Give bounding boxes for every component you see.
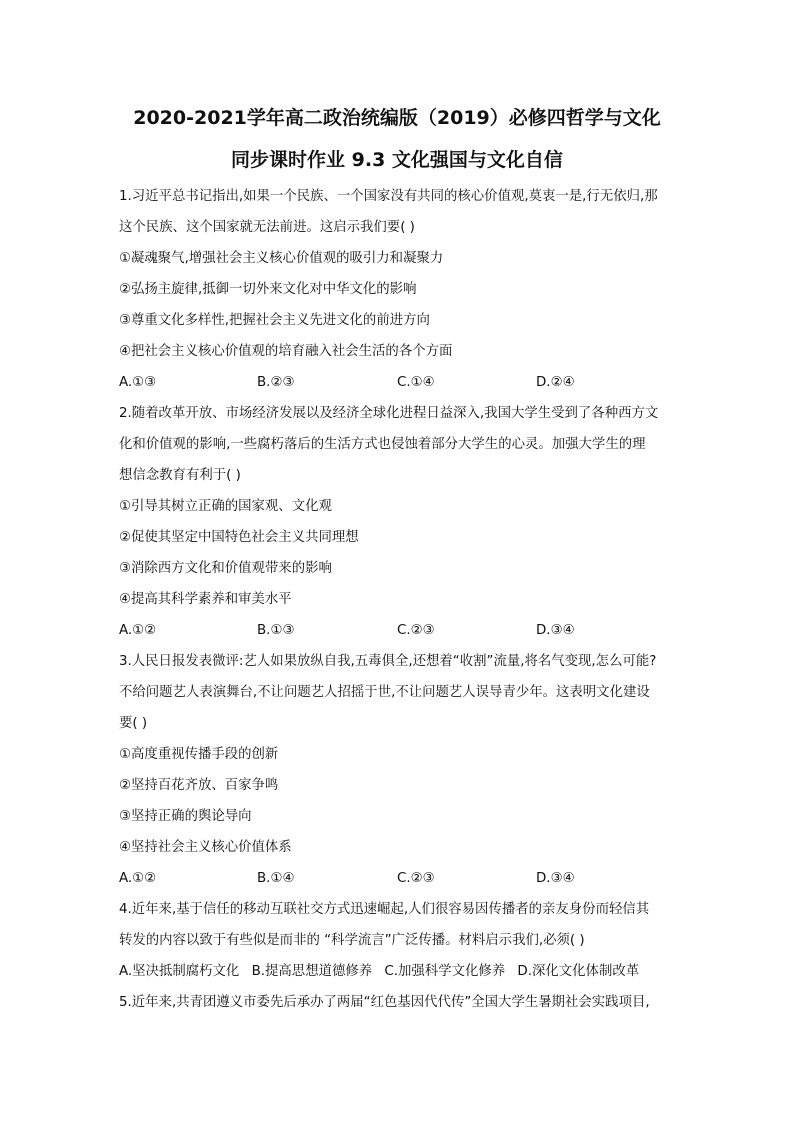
- answer-options: [119, 615, 684, 646]
- statement-item: ③消除西方文化和价值观带来的影响: [119, 561, 332, 576]
- statement-item: ②坚持百花齐放、百家争鸣: [119, 778, 279, 793]
- option-d: D.③④: [536, 871, 575, 886]
- question-text-line: 这个民族、这个国家就无法前进。这启示我们要( ): [119, 220, 415, 235]
- question-text-line: 转发的内容以致于有些似是而非的 “科学流言”广泛传播。材料启示我们,必须( ): [119, 933, 585, 948]
- statement-item: ③坚持正确的舆论导向: [119, 809, 252, 824]
- statement-item: ②促使其坚定中国特色社会主义共同理想: [119, 530, 359, 545]
- statement-item: ①凝魂聚气,增强社会主义核心价值观的吸引力和凝聚力: [119, 251, 444, 266]
- question-2: [119, 398, 684, 646]
- option-a: A.①③: [119, 375, 157, 390]
- answer-options: [119, 367, 684, 398]
- option-a: A.①②: [119, 623, 157, 638]
- statement-item: ①引导其树立正确的国家观、文化观: [119, 499, 332, 514]
- question-text-line: 不给问题艺人表演舞台,不让问题艺人招摇于世,不让问题艺人误导青少年。这表明文化建设: [119, 685, 650, 700]
- option-b: B.①④: [257, 871, 295, 886]
- question-text-line: 要( ): [119, 716, 148, 731]
- statement-item: ④提高其科学素养和审美水平: [119, 592, 292, 607]
- question-text-line: 5.近年来,共青团遵义市委先后承办了两届“红色基因代代传”全国大学生暑期社会实践项目,: [119, 995, 650, 1010]
- option-a: A.①②: [119, 871, 157, 886]
- question-text-line: 3.人民日报发表微评:艺人如果放纵自我,五毒俱全,还想着“收割”流量,将名气变现,怎么可能?: [119, 654, 657, 669]
- question-text-line: 4.近年来,基于信任的移动互联社交方式迅速崛起,人们很容易因传播者的亲友身份而轻信其: [119, 902, 650, 917]
- question-text-line: 想信念教育有利于( ): [119, 468, 241, 483]
- document-title-line-2: 同步课时作业 9.3 文化强国与文化自信: [231, 149, 563, 171]
- question-text-line: 化和价值观的影响,一些腐朽落后的生活方式也侵蚀着部分大学生的心灵。加强大学生的理: [119, 437, 646, 452]
- question-1: [119, 181, 684, 398]
- statement-item: ①高度重视传播手段的创新: [119, 747, 279, 762]
- option-c: C.加强科学文化修养: [384, 964, 506, 979]
- statement-item: ④坚持社会主义核心价值体系: [119, 840, 292, 855]
- question-text-line: 1.习近平总书记指出,如果一个民族、一个国家没有共同的核心价值观,莫衷一是,行无依归,那: [119, 189, 658, 204]
- option-b: B.提高思想道德修养: [251, 964, 373, 979]
- option-a: A.坚决抵制腐朽文化: [119, 964, 240, 979]
- question-5: [119, 987, 684, 1018]
- question-4: [119, 894, 684, 987]
- option-b: B.①③: [257, 623, 295, 638]
- option-b: B.②③: [257, 375, 295, 390]
- option-d: D.③④: [536, 623, 575, 638]
- question-3: [119, 646, 684, 894]
- option-d: D.②④: [536, 375, 575, 390]
- question-list: [119, 181, 684, 1018]
- document-title-line-1: 2020-2021学年高二政治统编版（2019）必修四哲学与文化: [133, 107, 661, 129]
- option-c: C.②③: [397, 871, 435, 886]
- statement-item: ③尊重文化多样性,把握社会主义先进文化的前进方向: [119, 313, 430, 328]
- option-c: C.②③: [397, 623, 435, 638]
- statement-item: ②弘扬主旋律,抵御一切外来文化对中华文化的影响: [119, 282, 417, 297]
- answer-options: [119, 956, 684, 987]
- option-c: C.①④: [397, 375, 435, 390]
- answer-options: [119, 863, 684, 894]
- question-text-line: 2.随着改革开放、市场经济发展以及经济全球化进程日益深入,我国大学生受到了各种西方文: [119, 406, 659, 421]
- statement-item: ④把社会主义核心价值观的培育融入社会生活的各个方面: [119, 344, 453, 359]
- option-d: D.深化文化体制改革: [517, 964, 640, 979]
